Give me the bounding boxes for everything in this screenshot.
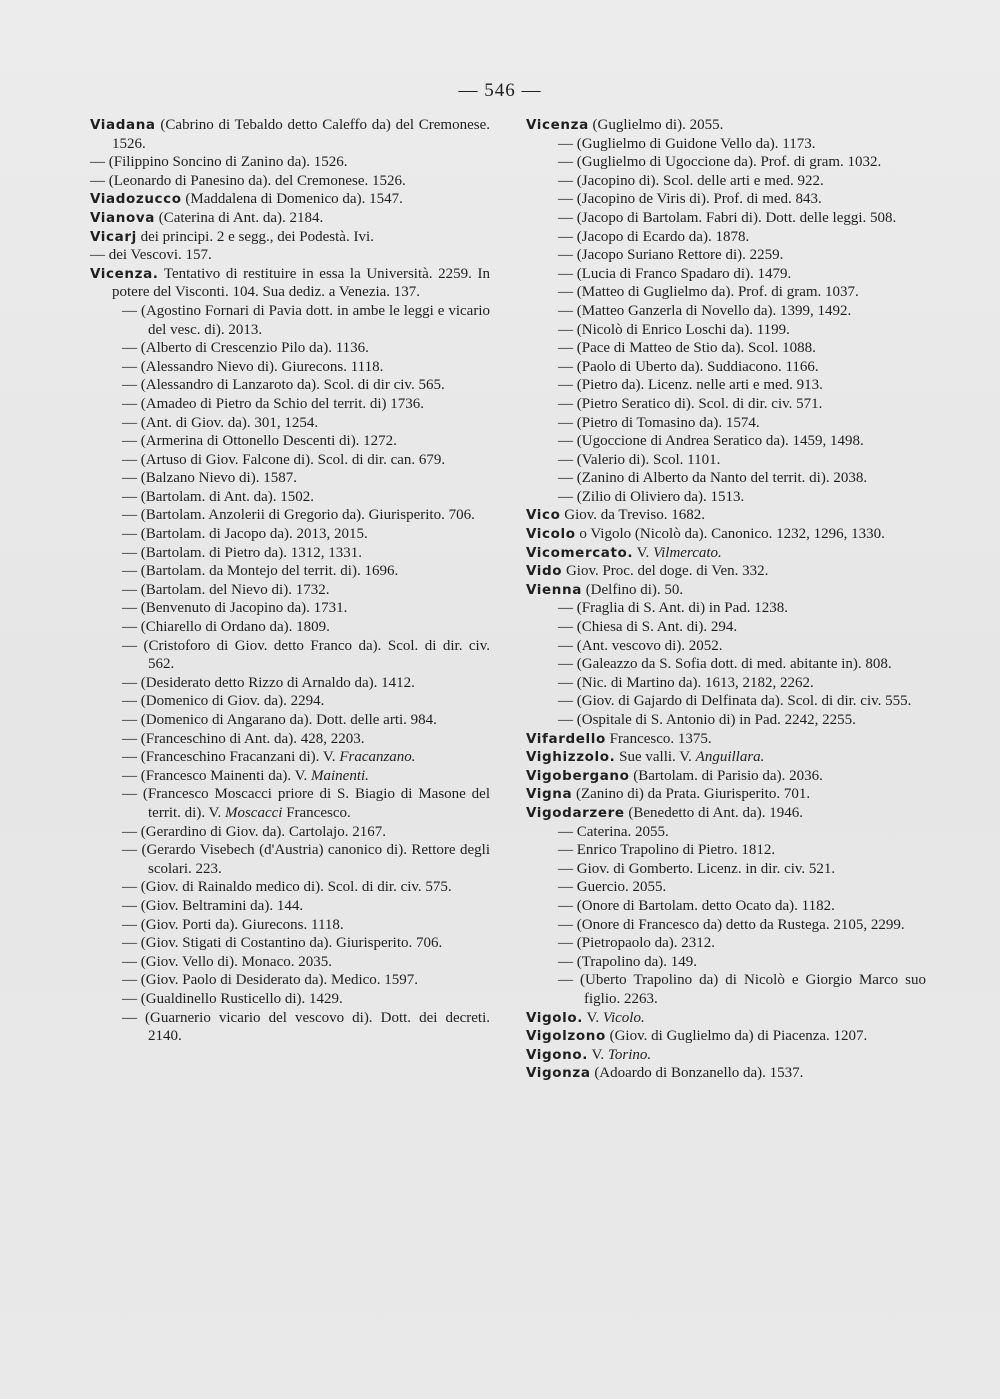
entry-text: — Enrico Trapolino di Pietro. 1812. [558,842,776,859]
entry-text: — (Jacopino de Viris di). Prof. di med. 843. [558,191,822,208]
index-subentry [526,153,926,172]
left-column [90,116,490,1046]
entry-text: — (Filippino Soncino di Zanino da). 1526. [90,154,348,171]
entry-text: — (Armerina di Ottonello Descenti di). 1272. [122,433,397,450]
entry-crossref: Vilmercato. [653,544,722,561]
entry-text: — (Valerio di). Scol. 1101. [558,451,721,468]
entry-text: — (Zanino di Alberto da Nanto del territ. di). 2038. [558,470,868,487]
entry-text: — (Giov. di Gajardo di Delfinata da). Scol. di dir. civ. 555. [558,693,912,710]
index-subentry [90,823,490,842]
entry-text: — (Fraglia di S. Ant. di) in Pad. 1238. [558,600,788,617]
index-entry [526,804,926,823]
index-subentry [526,451,926,470]
index-entry [526,767,926,786]
entry-headword: Viadana [90,117,156,133]
page-number: — 546 — [458,80,542,101]
index-subentry [90,990,490,1009]
index-subentry [526,841,926,860]
index-subentry [526,599,926,618]
index-subentry [526,934,926,953]
entry-text: — (Zilio di Oliviero da). 1513. [558,488,745,505]
index-subentry [90,488,490,507]
entry-text: o Vigolo (Nicolò da). Canonico. 1232, 1296, 1330. [575,526,885,543]
index-entry [526,1064,926,1083]
entry-text: — (Trapolino da). 149. [558,953,698,970]
index-subentry [526,637,926,656]
entry-text: — (Pietropaolo da). 2312. [558,935,716,952]
index-subentry [526,358,926,377]
entry-crossref: Moscacci [224,804,283,821]
entry-headword: Vicarj [90,228,137,245]
index-subentry [526,376,926,395]
entry-text: — (Franceschino di Ant. da). 428, 2203. [122,730,365,747]
entry-headword: Vico [526,507,561,524]
entry-text: — (Nic. di Martino da). 1613, 2182, 2262. [558,674,814,691]
index-entry [526,581,926,600]
index-subentry [90,376,490,395]
entry-text: — (Paolo di Uberto da). Suddiacono. 1166. [558,358,819,375]
index-subentry [90,506,490,525]
entry-text: (Bartolam. di Parisio da). 2036. [629,767,823,784]
index-entry [90,209,490,228]
index-subentry [526,321,926,340]
entry-text: Sue valli. V. [615,749,696,766]
index-subentry [90,599,490,618]
entry-text: — (Galeazzo da S. Sofia dott. di med. abitante in). 808. [558,656,892,673]
index-subentry [90,692,490,711]
entry-crossref: Fracanzano. [339,749,416,766]
index-subentry [90,469,490,488]
entry-text: — (Domenico di Giov. da). 2294. [122,693,325,710]
index-entry [526,1046,926,1065]
entry-text: — (Giov. Paolo di Desiderato da). Medico. 1597. [122,972,419,989]
entry-text: — (Bartolam. di Ant. da). 1502. [122,488,315,505]
entry-text: Tentativo di restituire in essa la Università. 2259. In potere del Visconti. 104. Sua dediz. a Venezia. 137. [112,265,490,301]
entry-headword: Vigolo. [526,1009,584,1026]
entry-text: — (Francesco Mainenti da). V. [122,767,311,784]
entry-text: — (Onore di Francesco da) detto da Rustega. 2105, 2299. [558,916,905,933]
index-entry [526,562,926,581]
index-subentry [526,190,926,209]
entry-text: (Delfino di). 50. [581,581,684,598]
index-subentry [526,302,926,321]
entry-text: — (Giov. Porti da). Giurecons. 1118. [122,916,344,933]
index-subentry [526,432,926,451]
entry-text: — (Pace di Matteo de Stio da). Scol. 1088. [558,340,816,357]
index-entry [90,116,490,153]
index-subentry [526,711,926,730]
index-subentry [90,358,490,377]
entry-text: — (Benvenuto di Jacopino da). 1731. [122,600,348,617]
index-subentry [90,544,490,563]
entry-headword: Vicenza. [90,265,159,282]
entry-text: — (Giov. Vello di). Monaco. 2035. [122,953,332,970]
entry-text: dei principi. 2 e segg., dei Podestà. Ivi. [136,228,374,245]
entry-headword: Vigodarzere [526,804,625,821]
entry-text: — Caterina. 2055. [558,823,669,840]
entry-crossref: Torino. [607,1046,652,1063]
entry-headword: Vido [526,563,563,580]
entry-text: — (Pietro Seratico di). Scol. di dir. civ. 571. [558,395,823,412]
index-subentry [526,897,926,916]
index-entry [526,525,926,544]
entry-text: — (Chiesa di S. Ant. di). 294. [558,619,738,636]
entry-crossref: Anguillara. [695,749,765,766]
index-subentry [526,953,926,972]
index-subentry [90,953,490,972]
entry-headword: Vighizzolo. [526,749,616,766]
index-subentry [526,414,926,433]
index-entry [90,190,490,209]
index-entry [526,1027,926,1046]
entry-text: — (Nicolò di Enrico Loschi da). 1199. [558,321,790,338]
entry-text: — Guercio. 2055. [558,879,667,896]
entry-text: — (Lucia di Franco Spadaro di). 1479. [558,265,792,282]
index-entry [526,116,926,135]
index-subentry [526,655,926,674]
entry-text: — (Amadeo di Pietro da Schio del territ. di) 1736. [122,395,425,412]
entry-headword: Vigobergano [526,767,630,784]
index-subentry [526,488,926,507]
entry-text: Giov. Proc. del doge. di Ven. 332. [562,563,769,580]
right-column [526,116,926,1083]
index-subentry [90,674,490,693]
index-subentry [90,432,490,451]
entry-text: — (Jacopo di Bartolam. Fabri di). Dott. delle leggi. 508. [558,209,897,226]
index-entry [90,172,490,191]
index-subentry [90,730,490,749]
index-subentry [90,841,490,878]
index-subentry [90,1009,490,1046]
entry-text: — (Matteo Ganzerla di Novello da). 1399, 1492. [558,302,852,319]
entry-text: — (Gerardino di Giov. da). Cartolajo. 2167. [122,823,386,840]
entry-text: — (Matteo di Guglielmo da). Prof. di gram. 1037. [558,284,859,301]
index-subentry [90,618,490,637]
entry-text: — (Pietro di Tomasino da). 1574. [558,414,760,431]
entry-headword: Vicomercato. [526,544,634,561]
entry-headword: Vigono. [526,1046,588,1063]
entry-text: — (Jacopo di Ecardo da). 1878. [558,228,750,245]
index-subentry [526,395,926,414]
index-entry [526,544,926,563]
entry-text: — (Ant. di Giov. da). 301, 1254. [122,414,319,431]
entry-text: V. [633,544,654,561]
entry-text: — (Jacopino di). Scol. delle arti e med. 922. [558,172,824,189]
index-subentry [90,525,490,544]
index-subentry [526,283,926,302]
entry-text: — (Ospitale di S. Antonio di) in Pad. 2242, 2255. [558,712,856,728]
index-entry [526,748,926,767]
index-subentry [526,172,926,191]
index-subentry [526,339,926,358]
entry-headword: Vienna [526,581,582,598]
index-subentry [90,785,490,822]
entry-text: Francesco. 1375. [605,730,712,747]
entry-text: — (Onore di Bartolam. detto Ocato da). 1182. [558,897,835,914]
entry-text: — (Giov. di Rainaldo medico di). Scol. di dir. civ. 575. [122,879,452,896]
index-subentry [90,339,490,358]
index-subentry [526,228,926,247]
index-subentry [526,860,926,879]
index-entry [90,265,490,302]
entry-text: — (Leonardo di Panesino da). del Cremonese. 1526. [90,172,406,189]
index-subentry [526,265,926,284]
index-subentry [90,934,490,953]
entry-text: V. [583,1009,603,1026]
entry-headword: Vigolzono [526,1028,606,1045]
index-subentry [90,562,490,581]
entry-text: — (Alessandro di Lanzaroto da). Scol. di dir civ. 565. [122,377,445,394]
entry-text: — (Artuso di Giov. Falcone di). Scol. di dir. can. 679. [122,451,446,468]
entry-text: (Zanino di) da Prata. Giurisperito. 701. [572,786,811,803]
entry-text: (Guglielmo di). 2055. [588,117,724,133]
index-subentry [90,916,490,935]
entry-text: — (Ant. vescovo di). 2052. [558,637,723,654]
entry-text: — Giov. di Gomberto. Licenz. in dir. civ. 521. [558,860,836,877]
entry-headword: Vianova [90,209,155,226]
entry-text: — (Franceschino Fracanzani di). V. [122,749,340,766]
entry-text: (Giov. di Guglielmo da) di Piacenza. 1207. [605,1028,868,1045]
index-subentry [90,581,490,600]
entry-text: (Caterina di Ant. da). 2184. [154,209,324,226]
entry-text: (Adoardo di Bonzanello da). 1537. [590,1065,804,1082]
entry-text: — (Giov. Beltramini da). 144. [122,897,304,914]
index-entry [526,1009,926,1028]
index-subentry [526,618,926,637]
entry-text: (Benedetto di Ant. da). 1946. [624,804,803,821]
index-subentry [90,414,490,433]
entry-text: — (Agostino Fornari di Pavia dott. in ambe le leggi e vicario del vesc. di). 2013. [122,302,490,338]
entry-text: — (Bartolam. da Montejo del territ. di). 1696. [122,563,399,580]
entry-text: — (Francesco Moscacci priore di S. Biagio di Masone del territ. di). V. [122,786,490,821]
entry-text: — (Gerardo Visebech (d'Austria) canonico di). Rettore degli scolari. 223. [122,842,490,877]
entry-headword: Vicenza [526,117,589,133]
entry-headword: Vigonza [526,1065,591,1082]
entry-text: — (Guarnerio vicario del vescovo di). Dott. dei decreti. 2140. [122,1009,490,1045]
entry-headword: Viadozucco [90,191,182,208]
entry-text: — (Bartolam. di Pietro da). 1312, 1331. [122,544,362,561]
index-subentry [90,711,490,730]
index-subentry [90,451,490,470]
entry-headword: Vicolo [526,526,576,543]
index-subentry [526,878,926,897]
entry-text: — (Cristoforo di Giov. detto Franco da). Scol. di dir. civ. 562. [122,637,490,673]
entry-text: — (Gualdinello Rusticello di). 1429. [122,990,343,1007]
entry-text: — (Giov. Stigati di Costantino da). Giurisperito. 706. [122,935,443,952]
entry-crossref: Mainenti. [311,767,369,784]
entry-text: (Maddalena di Domenico da). 1547. [181,191,403,208]
index-subentry [526,916,926,935]
entry-text: — (Desiderato detto Rizzo di Arnaldo da). 1412. [122,674,415,691]
index-subentry [90,897,490,916]
entry-headword: Vigna [526,786,573,803]
index-subentry [90,878,490,897]
entry-text: — (Bartolam. Anzolerii di Gregorio da). Giurisperito. 706. [122,507,475,524]
entry-headword: Vifardello [526,730,606,747]
index-subentry [526,135,926,154]
entry-text: — (Alberto di Crescenzio Pilo da). 1136. [122,340,369,357]
index-entry [90,228,490,247]
entry-text: — (Guglielmo di Ugoccione da). Prof. di gram. 1032. [558,154,882,171]
index-subentry [90,302,490,339]
entry-text: — (Pietro da). Licenz. nelle arti e med. 913. [558,377,823,394]
entry-text: — (Alessandro Nievo di). Giurecons. 1118. [122,358,384,375]
index-subentry [90,971,490,990]
index-entry [90,153,490,172]
index-entry [526,785,926,804]
index-subentry [526,823,926,842]
entry-text: — dei Vescovi. 157. [90,247,212,264]
index-subentry [526,692,926,711]
entry-text: — (Bartolam. del Nievo di). 1732. [122,581,330,598]
index-entry [526,506,926,525]
index-entry [526,730,926,749]
entry-text: — (Domenico di Angarano da). Dott. delle arti. 984. [122,712,437,728]
entry-crossref: Vicolo. [602,1009,645,1026]
entry-text: — (Jacopo Suriano Rettore di). 2259. [558,247,784,264]
index-subentry [90,637,490,674]
entry-text: — (Uberto Trapolino da) di Nicolò e Giorgio Marco suo figlio. 2263. [558,972,926,1007]
entry-text-tail: Francesco. [282,804,351,821]
index-subentry [526,209,926,228]
index-subentry [90,767,490,786]
entry-text: (Cabrino di Tebaldo detto Caleffo da) del Cremonese. 1526. [112,117,490,152]
entry-text: V. [588,1046,608,1063]
index-subentry [526,246,926,265]
index-subentry [526,971,926,1008]
entry-text: — (Chiarello di Ordano da). 1809. [122,619,330,636]
index-entry [90,246,490,265]
entry-text: — (Balzano Nievo di). 1587. [122,470,297,487]
index-subentry [90,748,490,767]
index-subentry [526,674,926,693]
entry-text: — (Ugoccione di Andrea Seratico da). 1459, 1498. [558,433,864,450]
entry-text: Giov. da Treviso. 1682. [560,507,705,524]
index-subentry [90,395,490,414]
entry-text: — (Guglielmo di Guidone Vello da). 1173. [558,135,816,152]
index-subentry [526,469,926,488]
entry-text: — (Bartolam. di Jacopo da). 2013, 2015. [122,526,368,543]
